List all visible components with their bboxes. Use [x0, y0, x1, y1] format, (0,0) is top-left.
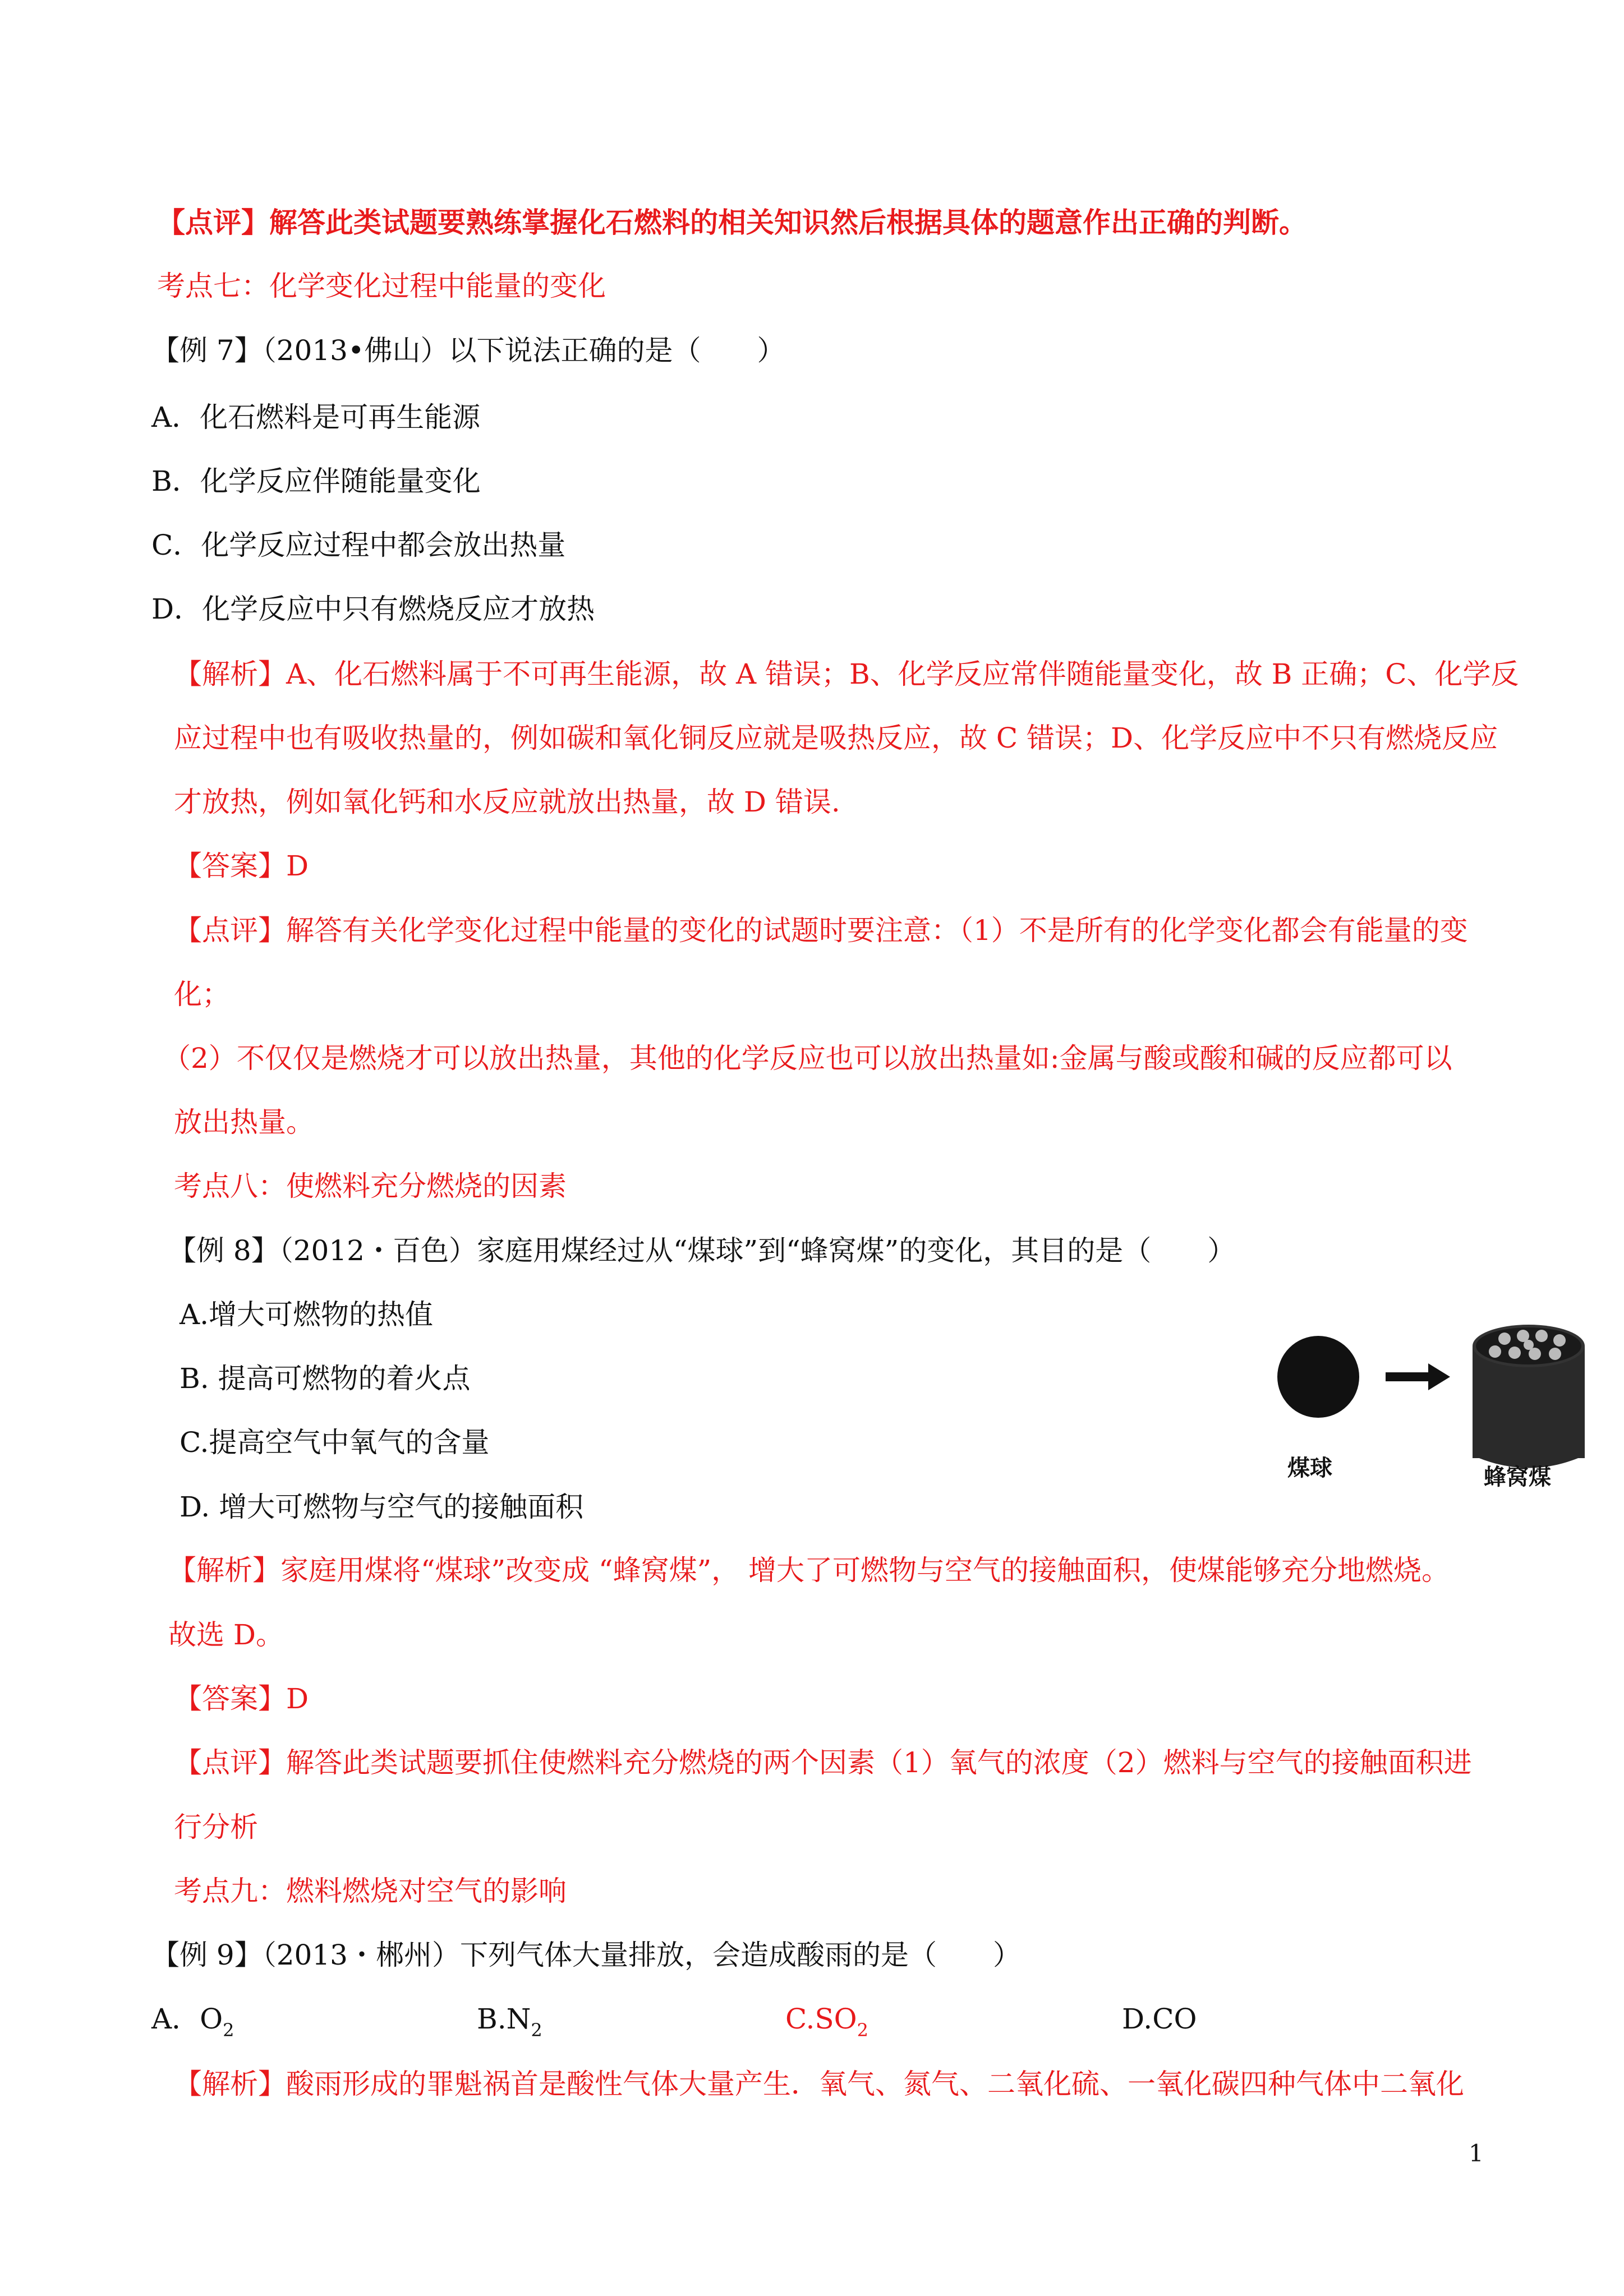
example-7-review-4: 放出热量。: [174, 1106, 314, 1138]
example-9-analysis-1: 【解析】酸雨形成的罪魁祸首是酸性气体大量产生．氧气、氮气、二氧化硫、一氧化碳四种气体中二氧化: [174, 2068, 1464, 2100]
example-8-review-1: 【点评】解答此类试题要抓住使燃料充分燃烧的两个因素（1）氧气的浓度（2）燃料与空气的接触面积进: [174, 1746, 1472, 1779]
example-8-review-2: 行分析: [174, 1811, 258, 1843]
example-7-analysis-3: 才放热，例如氧化钙和水反应就放出热量，故 D 错误.: [174, 786, 840, 818]
coal-ball-label: 煤球: [1287, 1455, 1332, 1481]
example-9-option-d: D.CO: [1122, 2003, 1197, 2035]
example-7-option-c: C．化学反应过程中都会放出热量: [151, 529, 566, 561]
example-8-option-b: B. 提高可燃物的着火点: [180, 1362, 471, 1395]
coal-figure: [1262, 1312, 1610, 1492]
example-7-option-d: D．化学反应中只有燃烧反应才放热: [151, 593, 595, 625]
page-number: 1: [1469, 2140, 1484, 2167]
example-7-answer: 【答案】D: [174, 850, 309, 882]
example-7-analysis-2: 应过程中也有吸收热量的，例如碳和氧化铜反应就是吸热反应，故 C 错误；D、化学反应中不只有燃烧反应: [174, 722, 1498, 754]
example-8-question: 【例 8】（2012・百色）家庭用煤经过从“煤球”到“蜂窝煤”的变化，其目的是（ ）: [168, 1234, 1236, 1267]
example-7-question: 【例 7】（2013•佛山）以下说法正确的是（ ）: [151, 334, 785, 367]
topic-7-heading: 考点七：化学变化过程中能量的变化: [157, 270, 606, 302]
topic-9-heading: 考点九：燃料燃烧对空气的影响: [174, 1875, 567, 1907]
coal-ball-icon: [1277, 1336, 1359, 1418]
example-7-analysis-1: 【解析】A、化石燃料属于不可再生能源，故 A 错误；B、化学反应常伴随能量变化，故 B 正确；C、化学反: [174, 658, 1519, 690]
example-8-answer: 【答案】D: [174, 1682, 309, 1715]
example-7-review-3: （2）不仅仅是燃烧才可以放出热量，其他的化学反应也可以放出热量如:金属与酸或酸和碱的反应都可以: [163, 1042, 1452, 1075]
example-9-option-c: $C.SO_2$: [785, 2003, 868, 2041]
example-9-option-a: A．$O_2$: [151, 2003, 234, 2041]
example-8-analysis-2: 故选 D。: [168, 1619, 284, 1651]
honeycomb-coal-label: 蜂窝煤: [1484, 1464, 1551, 1490]
honeycomb-coal-icon: [1473, 1325, 1585, 1468]
example-8-option-a: A.增大可燃物的热值: [180, 1298, 434, 1331]
example-7-review-1: 【点评】解答有关化学变化过程中能量的变化的试题时要注意：（1）不是所有的化学变化都会有能量的变: [174, 914, 1468, 947]
example-8-option-d: D. 增大可燃物与空气的接触面积: [180, 1491, 584, 1523]
example-8-option-c: C.提高空气中氧气的含量: [180, 1426, 490, 1459]
topic-8-heading: 考点八：使燃料充分燃烧的因素: [174, 1170, 567, 1202]
example-7-option-a: A．化石燃料是可再生能源: [151, 401, 481, 434]
review-1: 【点评】解答此类试题要熟练掌握化石燃料的相关知识然后根据具体的题意作出正确的判断。: [157, 206, 1307, 239]
example-7-option-b: B．化学反应伴随能量变化: [151, 465, 481, 497]
example-9-question: 【例 9】（2013・郴州）下列气体大量排放，会造成酸雨的是（ ）: [151, 1939, 1021, 1971]
arrow-icon: [1386, 1372, 1430, 1381]
example-8-analysis-1: 【解析】家庭用煤将“煤球”改变成 “蜂窝煤”， 增大了可燃物与空气的接触面积，使煤能够充分地燃烧。: [168, 1554, 1450, 1587]
example-7-review-2: 化；: [174, 978, 230, 1011]
example-9-option-b: $B.N_2$: [477, 2003, 542, 2041]
